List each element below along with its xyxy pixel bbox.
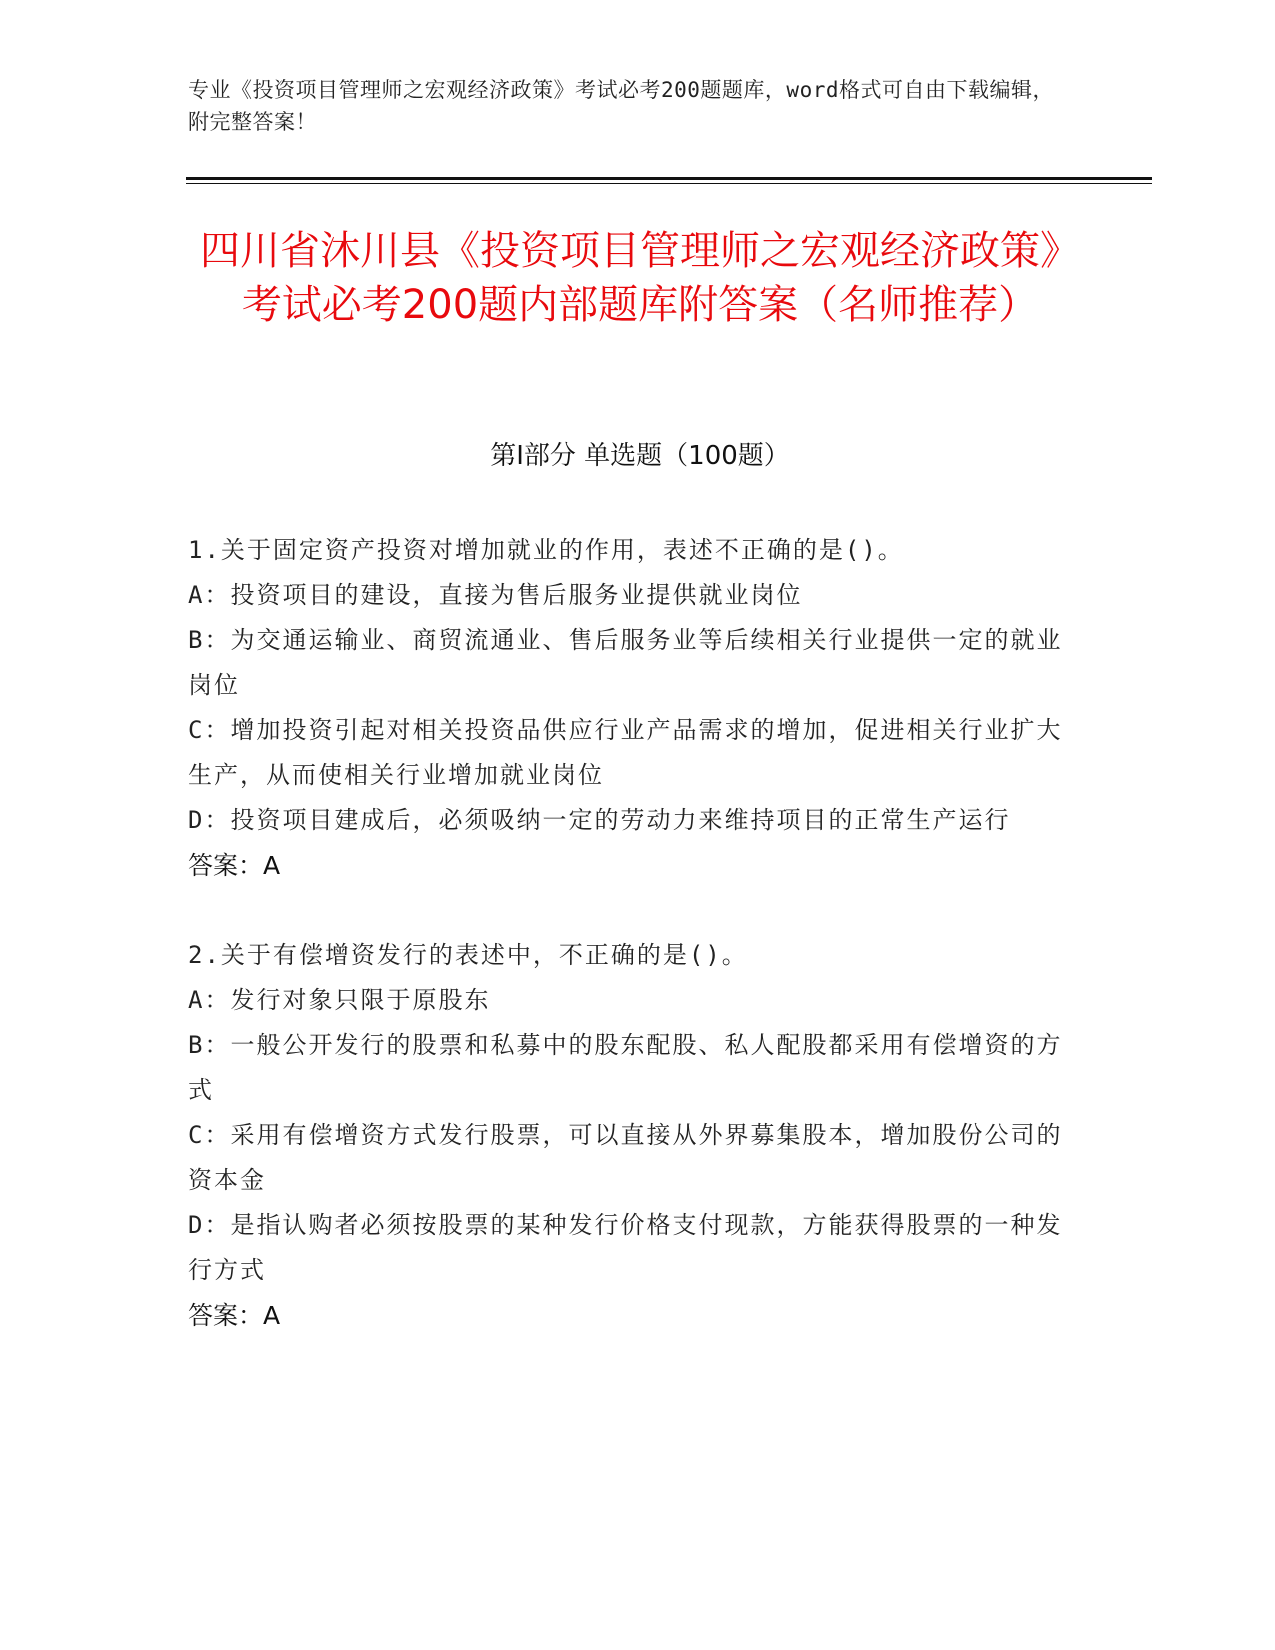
option-a: A：发行对象只限于原股东: [188, 986, 491, 1014]
answer-line: 答案：A: [188, 1301, 281, 1330]
question-stem: 1.关于固定资产投资对增加就业的作用，表述不正确的是()。: [188, 536, 904, 564]
question-1: [188, 528, 1068, 889]
header-divider-thin: [186, 183, 1152, 184]
header-note: 专业《投资项目管理师之宏观经济政策》考试必考200题题库，word格式可自由下载编辑，附完整答案！: [188, 78, 1054, 134]
option-c: C：增加投资引起对相关投资品供应行业产品需求的增加，促进相关行业扩大生产，从而使相关行业增加就业岗位: [188, 716, 1063, 789]
option-b: B：一般公开发行的股票和私募中的股东配股、私人配股都采用有偿增资的方式: [188, 1031, 1063, 1104]
question-list: [188, 528, 1068, 1383]
option-a: A：投资项目的建设，直接为售后服务业提供就业岗位: [188, 581, 803, 609]
option-b: B：为交通运输业、商贸流通业、售后服务业等后续相关行业提供一定的就业岗位: [188, 626, 1063, 699]
question-2: [188, 933, 1068, 1339]
document-title: 四川省沐川县《投资项目管理师之宏观经济政策》考试必考200题内部题库附答案（名师推荐）: [200, 228, 1080, 328]
answer-line: 答案：A: [188, 851, 281, 880]
option-d: D：投资项目建成后，必须吸纳一定的劳动力来维持项目的正常生产运行: [188, 806, 1011, 834]
header-divider-thick: [186, 177, 1152, 180]
section-heading: 第I部分 单选题（100题）: [490, 441, 790, 471]
option-d: D：是指认购者必须按股票的某种发行价格支付现款，方能获得股票的一种发行方式: [188, 1211, 1063, 1284]
option-c: C：采用有偿增资方式发行股票，可以直接从外界募集股本，增加股份公司的资本金: [188, 1121, 1063, 1194]
question-stem: 2.关于有偿增资发行的表述中，不正确的是()。: [188, 941, 748, 969]
